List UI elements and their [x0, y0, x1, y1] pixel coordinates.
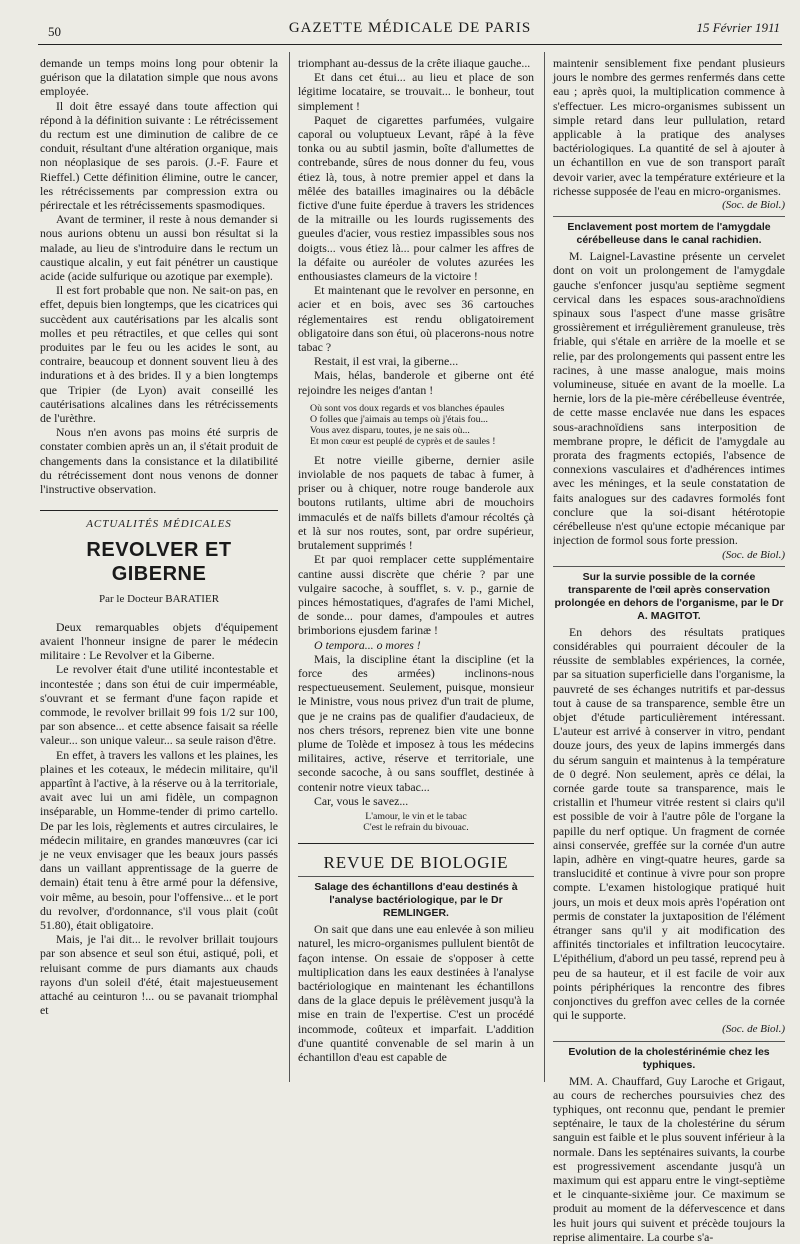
journal-title: GAZETTE MÉDICALE DE PARIS: [288, 20, 532, 36]
paragraph: triomphant au-dessus de la crête iliaque gauche...: [298, 56, 531, 70]
article-heading: Sur la survie possible de la cornée transparente de l'œil après conservation prolongée en dehors de l'organisme, par le Dr A. MAGITOT.: [553, 566, 785, 623]
poem-line: O folles que j'aimais au temps où j'étais fou...: [310, 413, 488, 425]
column-divider: [544, 52, 545, 1082]
paragraph: Avant de terminer, il reste à nous demander si nous aurions obtenu un aussi bon résultat si la malade, au lieu de s'introduire dans le rectum un caustique alcalin, y eut fait pénétrer un caustique acide (acide sulfurique ou azotique par exemple).: [40, 212, 278, 284]
column-3: [553, 56, 785, 1244]
article-title: REVOLVER ET GIBERNE: [86, 538, 232, 585]
paragraph: Car, vous le savez...: [314, 793, 409, 808]
article-heading: Salage des échantillons d'eau destinés à l'analyse bactériologique, par le Dr REMLINGER.: [298, 876, 534, 920]
paragraph: Mais, je l'ai dit... le revolver brillait toujours par son absence et seul son étui, astiqué, poli, et reluisant comme de purs diamants aux chauds rayons d'un soleil d'été, était majestueusement attaché au ceinturon !... ou se pavanait triomphal et: [40, 932, 278, 1018]
page-number: 50: [48, 24, 61, 39]
paragraph: Et maintenant que le revolver en personne, en acier et en bois, avec ses 36 cartouches réglementaires est rendu obligatoirement obligatoire dans son étui, où placerons-nous notre tabac ?: [298, 283, 534, 355]
paragraph: MM. A. Chauffard, Guy Laroche et Grigaut, au cours de recherches poursuivies chez des typhiques, ont reconnu que, pendant le premier septénaire, le taux de la cholestérine du sérum sanguin est faible et le plus souvent inférieur à la normale. Dans les septénaires suivants, la courbe est progressivement ascendante jusqu'à un maximum qui est apparu entre le vingt-septième et le cinquante-sixième jour. Ce maximum se produit au moment de la défervescence et dans les huit jours qui suivent et précède toujours la reprise alimentaire. La courbe s'a-: [553, 1073, 785, 1244]
poem-quote: [298, 403, 534, 447]
column-2: [298, 56, 534, 1086]
paragraph: demande un temps moins long pour obtenir la guérison que la dilatation simple que nous avons employée.: [40, 56, 278, 99]
article-byline: Par le Docteur BARATIER: [98, 592, 220, 605]
section-label: ACTUALITÉS MÉDICALES: [40, 510, 278, 531]
paragraph: Il doit être essayé dans toute affection qui répond à la définition suivante : Le rétrécissement du rectum est une diminution de calibre de ce conduit, résultant d'une altération organique, mais non néoplasique de ses parois. (J.-F. Faure et Rieffel.) Cette définition élimine, outre le cancer, les rétrécissements par compression extra ou périrectale et les rétrécissements spasmodiques.: [40, 98, 278, 213]
column-1: [40, 56, 278, 1086]
issue-date: 15 Février 1911: [696, 20, 780, 35]
paragraph: Et par quoi remplacer cette supplémentaire cantine aussi discrète que chérie ? par une vulgaire sacoche, à soufflet, s. v. p., garnie de pinces hémostatiques, d'agrafes de l'ami Michel, de sonde... pour dames, d'ampoules et autres brimborions ejusdem farinæ !: [298, 552, 534, 638]
paragraph: Il est fort probable que non. Ne sait-on pas, en effet, depuis bien longtemps, que les cicatrices qui succèdent aux cautérisations par les alcalis sont molles et peu rétractiles, et que celles qui sont produites par le feu ou les acides le sont, au contraire, beaucoup et donnent souvent lieu à des indurations et à des brides. Il y a bien longtemps que Tripier (de Lyon) avait conseillé les cautérisations alcalines dans les rétrécissements de l'urèthre.: [40, 283, 278, 426]
paragraph: Deux remarquables objets d'équipement avaient l'honneur insigne de parer le médecin militaire : Le Revolver et la Giberne.: [40, 619, 278, 663]
page-header: [40, 20, 780, 42]
poem-line: C'est le refrain du bivouac.: [363, 821, 469, 833]
paragraph: M. Laignel-Lavastine présente un cervelet dont on voit un prolongement de l'amygdale gauche s'enfoncer jusqu'au septième segment cervical dans les espaces sous-arachnoïdiens spinaux sous l'aspect d'une masse grisâtre grossièrement et irrégulièrement granuleuse, très friable, qui s'étale en arrière de la moelle et se relie, par des prolongements qui passent entre les racines, à une masse analogue, mais moins volumineuse, située en avant de la moelle. La hernie, lors de la pie-mère cérébelleuse éventrée, de cette masse enclavée nue dans les espaces sous-arachnoïdiens sans interposition de membrane propre, le déficit de l'amygdale au prorata des fragments ectopiés, l'absence de connexions vasculaires et d'adhérences intimes avec les méninges, et la seule constatation de faits analogues sur des cadavres formolés font conclure que la soi-disant hétérotopie cérébelleuse n'est qu'une ectopie mécanique par injection de formol sous forte pression.: [553, 249, 785, 548]
paragraph: Mais, hélas, banderole et giberne ont été rejoindre les neiges d'antan !: [298, 368, 534, 397]
source-citation: (Soc. de Biol.): [722, 1023, 785, 1036]
poem-line: Où sont vos doux regards et vos blanches épaules: [310, 402, 505, 414]
source-citation: (Soc. de Biol.): [722, 199, 785, 212]
paragraph: En dehors des résultats pratiques considérables qui pourraient découler de la réussite de semblables expériences, la cornée, par sa situation superficielle dans l'organisme, la pauvreté de ses échanges nutritifs et par-dessus tout à cause de sa transparence, semble être un objet d'étude particulièrement intéressant. L'auteur est arrivé à conserver in vitro, pendant douze jours, des yeux de lapins immergés dans du sérum sanguin et maintenus à la température de 0 degré. Non seulement, après ce délai, la cornée garde toute sa transparence, mais le cristallin et l'humeur vitrée restent si clairs qu'il est possible de voir à l'autre pôle de l'organe la papille du nerf optique. Un fragment de cornée ainsi conservée, greffée sur la cornée d'un autre lapin, adhère en vingt-quatre heures, garde sa translucidité et continue à vivre pour son propre compte. L'examen histologique pratiqué huit jours, un mois et deux mois après l'opération ont permis de constater la juxtaposition de l'élément étranger sans qu'il y ait modification des affinités tinctoriales et infiltration leucocytaire. L'épithélium, d'abord un peu tassé, reprend peu à peu de sa hauteur, et il est facile de voir aux points périphériques la rencontre des fibres conjonctives du greffon avec celles de la cornée qui le supporte.: [553, 624, 785, 1023]
article-heading: Enclavement post mortem de l'amygdale cérébelleuse dans le canal rachidien.: [553, 216, 785, 247]
paragraph: Restait, il est vrai, la giberne...: [314, 354, 459, 369]
article-heading: Evolution de la cholestérinémie chez les typhiques.: [553, 1041, 785, 1072]
poem-line: L'amour, le vin et le tabac: [365, 810, 467, 822]
paragraph: On sait que dans une eau enlevée à son milieu naturel, les micro-organismes pullulent bientôt de façon intense. On essaie de s'opposer à cette multiplication dans les eaux destinées à l'analyse bactériologique en maintenant les échantillons dans de la glace depuis le prélèvement jusqu'à la mise en train de l'expertise. C'est un procédé incommode, coûteux et imparfait. L'addition d'une quantité convenable de sel marin à un échantillon d'eau est capable de: [298, 922, 534, 1064]
paragraph: O tempora... o mores !: [314, 637, 421, 652]
poem-line: Vous avez disparu, toutes, je ne sais où...: [310, 424, 470, 436]
paragraph: Et notre vieille giberne, dernier asile inviolable de nos paquets de tabac à fumer, à priser ou à chiquer, notre rouge banderole aux boutons rutilants, ultime abri de mouchoirs immaculés et de naïfs billets d'amour récoltés çà et là sur nos routes, sont, par ordre supérieur, brutalement supprimés !: [298, 452, 534, 553]
source-citation: (Soc. de Biol.): [722, 548, 785, 561]
paragraph: maintenir sensiblement fixe pendant plusieurs jours le nombre des germes renfermés dans cette eau ; après quoi, la multiplication commence à s'effectuer. Les micro-organismes subissent un simple retard dans leur pullulation, retard applicable à la pratique des analyses bactériologiques. La quantité de sel à ajouter à un échantillon en vue de son transport paraît devoir varier, avec la température extérieure et la richesse supposée de l'eau en micro-organismes.: [553, 56, 785, 198]
paragraph: En effet, à travers les vallons et les plaines, les plaines et les coteaux, le médecin militaire, qu'il appartînt à l'active, à la réserve ou à la territoriale, avait avec lui un ami fidèle, un compagnon inséparable, un Homme-tender di primo cartello. De par les lois, règlements et autres circulaires, le médecin militaire, en grandes manœuvres (car ici je ne veux envisager que les beaux jours passés dans un vaillant apprentissage de la guerre de demain) était tenu à être armé pour la défensive, voir même, au besoin, pour l'offensive... et le port du revolver, d'ordonnance, s'il vous plait (coût 51.80), était obligatoire.: [40, 747, 278, 932]
poem-line: Et mon cœur est peuplé de cyprès et de saules !: [310, 435, 496, 447]
paragraph: Paquet de cigarettes parfumées, vulgaire caporal ou voluptueux Levant, râpé à la fève tonka ou au subtil jasmin, boîte d'allumettes de contrebande, sûres de nous donner du feu, vous étiez là, tous, à notre premier appel et dans la mêlée des batailles imaginaires ou la débâcle fictive d'une fuite éperdue à travers les stridences de la mitraille ou les lourds rugissements des gueules d'acier, vous restiez impassibles sous nos doigts... vous étiez là... pour calmer les affres de la défaite ou auréoler de volutes azurées les enthousiastes clameurs de la victoire !: [298, 112, 534, 284]
column-divider: [289, 52, 290, 1082]
paragraph: Le revolver était d'une utilité incontestable et incontestée ; dans son étui de cuir imperméable, s'ouvrant et se fermant d'une façon rapide et commode, le revolver brillait 99 fois 1/2 sur 100, par son absence... et cette absence faisait sa réelle valeur... son unique valeur... sa seule raison d'être.: [40, 662, 278, 748]
paragraph: Nous n'en avons pas moins été surpris de constater combien après un an, il s'était produit de changements dans la consistance et la dilatibilité du rétrécissement dont nous venons de donner l'instructive observation.: [40, 425, 278, 497]
review-heading: REVUE DE BIOLOGIE: [298, 843, 534, 870]
paragraph: Et dans cet étui... au lieu et place de son légitime locataire, se trouvait... le bonheur, tout simplement !: [298, 70, 534, 113]
closing-couplet: [298, 811, 534, 833]
paragraph: Mais, la discipline étant la discipline (et la force des armées) inclinons-nous respectueusement. Seulement, puisque, monsieur le Ministre, vous nous privez d'un trait de plume, que je ne crains pas de qualifier d'audacieux, de nos chers trésors, reprenez bien vite une bonne plume de Tolède et imposez à tous les médecins militaires, active, réserve et territoriale, une seconde sacoche, à ou sans soufflet, destinée à contenir notre vieux tabac...: [298, 651, 534, 794]
header-rule: [38, 44, 782, 45]
